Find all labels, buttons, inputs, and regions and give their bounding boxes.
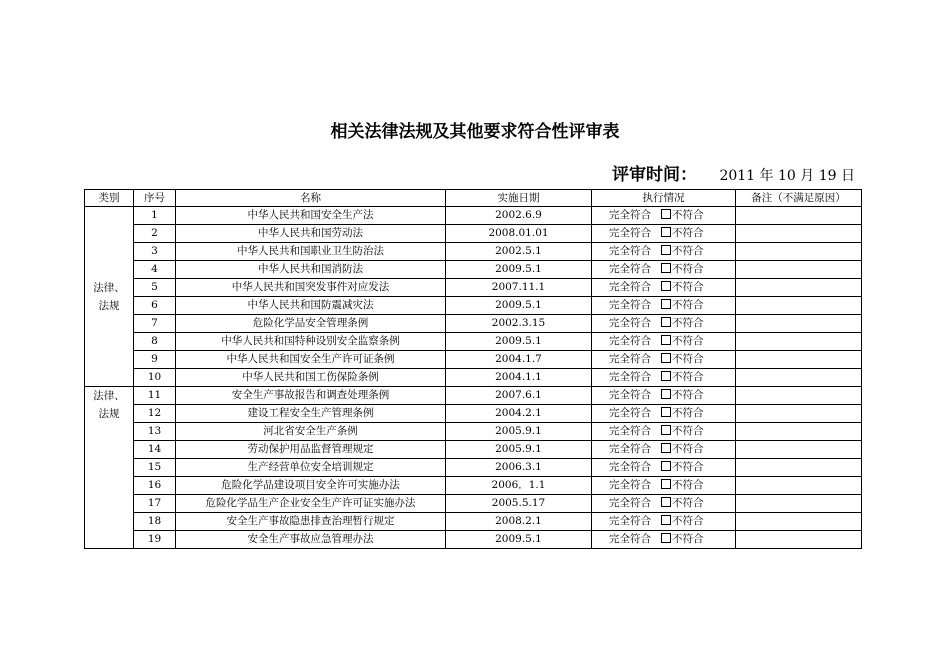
header-status: 执行情况 <box>592 190 736 207</box>
effective-date: 2009.5.1 <box>446 333 592 351</box>
status-noncompliant-label: 不符合 <box>672 425 704 437</box>
review-date-line <box>612 160 855 185</box>
table-row <box>85 333 862 351</box>
row-number: 5 <box>134 279 176 297</box>
status-cell <box>592 441 736 459</box>
status-noncompliant-label: 不符合 <box>672 245 704 257</box>
regulation-name: 建设工程安全生产管理条例 <box>176 405 446 423</box>
status-cell <box>592 315 736 333</box>
row-number: 13 <box>134 423 176 441</box>
status-cell <box>592 207 736 225</box>
table-row <box>85 207 862 225</box>
row-number: 9 <box>134 351 176 369</box>
status-compliant-label: 完全符合 <box>609 245 651 257</box>
status-cell <box>592 261 736 279</box>
status-compliant-label: 完全符合 <box>609 461 651 473</box>
regulation-name: 劳动保护用品监督管理规定 <box>176 441 446 459</box>
noncompliant-checkbox[interactable] <box>661 299 671 309</box>
effective-date: 2007.6.1 <box>446 387 592 405</box>
effective-date: 2002.3.15 <box>446 315 592 333</box>
status-compliant-label: 完全符合 <box>609 425 651 437</box>
table-row <box>85 441 862 459</box>
row-number: 19 <box>134 531 176 549</box>
category-label-line: 法律、 <box>93 281 125 294</box>
header-category: 类别 <box>85 190 134 207</box>
status-noncompliant-label: 不符合 <box>672 227 704 239</box>
status-noncompliant-label: 不符合 <box>672 317 704 329</box>
row-number: 8 <box>134 333 176 351</box>
noncompliant-checkbox[interactable] <box>661 317 671 327</box>
remarks-cell[interactable] <box>736 243 862 261</box>
status-cell <box>592 477 736 495</box>
status-cell <box>592 297 736 315</box>
table-row <box>85 351 862 369</box>
regulation-name: 安全生产事故应急管理办法 <box>176 531 446 549</box>
status-noncompliant-label: 不符合 <box>672 497 704 509</box>
row-number: 12 <box>134 405 176 423</box>
table-row <box>85 243 862 261</box>
table-row <box>85 279 862 297</box>
page-title: 相关法律法规及其他要求符合性评审表 <box>330 122 620 142</box>
remarks-cell[interactable] <box>736 513 862 531</box>
table-row <box>85 495 862 513</box>
remarks-cell[interactable] <box>736 405 862 423</box>
status-compliant-label: 完全符合 <box>609 497 651 509</box>
table-row <box>85 297 862 315</box>
status-noncompliant-label: 不符合 <box>672 479 704 491</box>
status-cell <box>592 369 736 387</box>
status-compliant-label: 完全符合 <box>609 443 651 455</box>
status-cell <box>592 513 736 531</box>
remarks-cell[interactable] <box>736 369 862 387</box>
header-remarks: 备注（不满足原因） <box>736 190 862 207</box>
status-noncompliant-label: 不符合 <box>672 299 704 311</box>
status-cell <box>592 459 736 477</box>
status-compliant-label: 完全符合 <box>609 335 651 347</box>
category-label-line: 法规 <box>98 408 120 420</box>
status-compliant-label: 完全符合 <box>609 209 651 221</box>
regulation-name: 安全生产事故隐患排查治理暂行规定 <box>176 513 446 531</box>
effective-date: 2005.9.1 <box>446 423 592 441</box>
remarks-cell[interactable] <box>736 279 862 297</box>
table-row <box>85 459 862 477</box>
row-number: 1 <box>134 207 176 225</box>
regulation-name: 危险化学品建设项目安全许可实施办法 <box>176 477 446 495</box>
regulation-name: 中华人民共和国突发事件对应发法 <box>176 279 446 297</box>
effective-date: 2004.2.1 <box>446 405 592 423</box>
status-compliant-label: 完全符合 <box>609 389 651 401</box>
effective-date: 2009.5.1 <box>446 531 592 549</box>
remarks-cell[interactable] <box>736 297 862 315</box>
status-noncompliant-label: 不符合 <box>672 461 704 473</box>
status-cell <box>592 243 736 261</box>
review-date-label: 评审时间： <box>612 165 697 185</box>
regulation-name: 危险化学品生产企业安全生产许可证实施办法 <box>176 495 446 513</box>
remarks-cell[interactable] <box>736 261 862 279</box>
status-compliant-label: 完全符合 <box>609 317 651 329</box>
noncompliant-checkbox[interactable] <box>661 209 671 219</box>
noncompliant-checkbox[interactable] <box>661 371 671 381</box>
status-cell <box>592 225 736 243</box>
table-row <box>85 315 862 333</box>
table-body <box>85 207 862 549</box>
effective-date: 2005.9.1 <box>446 441 592 459</box>
status-cell <box>592 333 736 351</box>
table-row <box>85 423 862 441</box>
noncompliant-checkbox[interactable] <box>661 533 671 543</box>
noncompliant-checkbox[interactable] <box>661 425 671 435</box>
status-compliant-label: 完全符合 <box>609 299 651 311</box>
noncompliant-checkbox[interactable] <box>661 479 671 489</box>
regulation-name: 中华人民共和国消防法 <box>176 261 446 279</box>
regulation-name: 河北省安全生产条例 <box>176 423 446 441</box>
status-cell <box>592 351 736 369</box>
status-noncompliant-label: 不符合 <box>672 533 704 545</box>
status-noncompliant-label: 不符合 <box>672 209 704 221</box>
status-cell <box>592 531 736 549</box>
table-header-row <box>85 190 862 207</box>
noncompliant-checkbox[interactable] <box>661 407 671 417</box>
effective-date: 2006.3.1 <box>446 459 592 477</box>
remarks-cell[interactable] <box>736 477 862 495</box>
noncompliant-checkbox[interactable] <box>661 335 671 345</box>
status-compliant-label: 完全符合 <box>609 407 651 419</box>
effective-date: 2008.01.01 <box>446 225 592 243</box>
header-name: 名称 <box>176 190 446 207</box>
noncompliant-checkbox[interactable] <box>661 443 671 453</box>
regulation-name: 中华人民共和国工伤保险条例 <box>176 369 446 387</box>
status-compliant-label: 完全符合 <box>609 371 651 383</box>
regulation-name: 生产经营单位安全培训规定 <box>176 459 446 477</box>
effective-date: 2009.5.1 <box>446 261 592 279</box>
category-label-line: 法规 <box>98 299 120 312</box>
remarks-cell[interactable] <box>736 441 862 459</box>
regulation-name: 中华人民共和国安全生产法 <box>176 207 446 225</box>
row-number: 7 <box>134 315 176 333</box>
effective-date: 2008.2.1 <box>446 513 592 531</box>
effective-date: 2002.5.1 <box>446 243 592 261</box>
remarks-cell[interactable] <box>736 531 862 549</box>
status-noncompliant-label: 不符合 <box>672 353 704 365</box>
category-cell <box>85 387 134 549</box>
noncompliant-checkbox[interactable] <box>661 389 671 399</box>
effective-date: 2007.11.1 <box>446 279 592 297</box>
status-noncompliant-label: 不符合 <box>672 443 704 455</box>
table-row <box>85 477 862 495</box>
table-row <box>85 531 862 549</box>
compliance-table <box>84 189 862 549</box>
effective-date: 2004.1.1 <box>446 369 592 387</box>
remarks-cell[interactable] <box>736 351 862 369</box>
row-number: 16 <box>134 477 176 495</box>
status-noncompliant-label: 不符合 <box>672 281 704 293</box>
regulation-name: 中华人民共和国职业卫生防治法 <box>176 243 446 261</box>
status-cell <box>592 495 736 513</box>
remarks-cell[interactable] <box>736 225 862 243</box>
effective-date: 2006．1.1 <box>446 477 592 495</box>
noncompliant-checkbox[interactable] <box>661 515 671 525</box>
regulation-name: 中华人民共和国劳动法 <box>176 225 446 243</box>
regulation-name: 中华人民共和国安全生产许可证条例 <box>176 351 446 369</box>
noncompliant-checkbox[interactable] <box>661 245 671 255</box>
row-number: 6 <box>134 297 176 315</box>
effective-date: 2009.5.1 <box>446 297 592 315</box>
status-compliant-label: 完全符合 <box>609 479 651 491</box>
category-cell <box>85 207 134 387</box>
regulation-name: 中华人民共和国防震减灾法 <box>176 297 446 315</box>
status-compliant-label: 完全符合 <box>609 353 651 365</box>
category-label-line: 法律、 <box>93 390 125 402</box>
noncompliant-checkbox[interactable] <box>661 353 671 363</box>
row-number: 17 <box>134 495 176 513</box>
remarks-cell[interactable] <box>736 423 862 441</box>
row-number: 4 <box>134 261 176 279</box>
header-number: 序号 <box>134 190 176 207</box>
noncompliant-checkbox[interactable] <box>661 263 671 273</box>
status-compliant-label: 完全符合 <box>609 281 651 293</box>
table-row <box>85 387 862 405</box>
regulation-name: 安全生产事故报告和调查处理条例 <box>176 387 446 405</box>
row-number: 11 <box>134 387 176 405</box>
table-row <box>85 369 862 387</box>
status-compliant-label: 完全符合 <box>609 515 651 527</box>
status-noncompliant-label: 不符合 <box>672 515 704 527</box>
table-row <box>85 405 862 423</box>
remarks-cell[interactable] <box>736 315 862 333</box>
status-noncompliant-label: 不符合 <box>672 407 704 419</box>
status-noncompliant-label: 不符合 <box>672 371 704 383</box>
effective-date: 2004.1.7 <box>446 351 592 369</box>
effective-date: 2005.5.17 <box>446 495 592 513</box>
table-row <box>85 513 862 531</box>
effective-date: 2002.6.9 <box>446 207 592 225</box>
row-number: 2 <box>134 225 176 243</box>
status-compliant-label: 完全符合 <box>609 263 651 275</box>
table-row <box>85 261 862 279</box>
remarks-cell[interactable] <box>736 495 862 513</box>
row-number: 3 <box>134 243 176 261</box>
review-date-value: 2011 年 10 月 19 日 <box>719 168 855 184</box>
noncompliant-checkbox[interactable] <box>661 281 671 291</box>
noncompliant-checkbox[interactable] <box>661 227 671 237</box>
row-number: 15 <box>134 459 176 477</box>
header-date: 实施日期 <box>446 190 592 207</box>
status-noncompliant-label: 不符合 <box>672 263 704 275</box>
remarks-cell[interactable] <box>736 387 862 405</box>
noncompliant-checkbox[interactable] <box>661 497 671 507</box>
status-compliant-label: 完全符合 <box>609 227 651 239</box>
regulation-name: 中华人民共和国特种设别安全监察条例 <box>176 333 446 351</box>
status-compliant-label: 完全符合 <box>609 533 651 545</box>
status-cell <box>592 387 736 405</box>
status-cell <box>592 279 736 297</box>
status-cell <box>592 405 736 423</box>
status-noncompliant-label: 不符合 <box>672 335 704 347</box>
remarks-cell[interactable] <box>736 459 862 477</box>
row-number: 14 <box>134 441 176 459</box>
table-row <box>85 225 862 243</box>
noncompliant-checkbox[interactable] <box>661 461 671 471</box>
remarks-cell[interactable] <box>736 207 862 225</box>
row-number: 18 <box>134 513 176 531</box>
regulation-name: 危险化学品安全管理条例 <box>176 315 446 333</box>
row-number: 10 <box>134 369 176 387</box>
status-noncompliant-label: 不符合 <box>672 389 704 401</box>
status-cell <box>592 423 736 441</box>
remarks-cell[interactable] <box>736 333 862 351</box>
